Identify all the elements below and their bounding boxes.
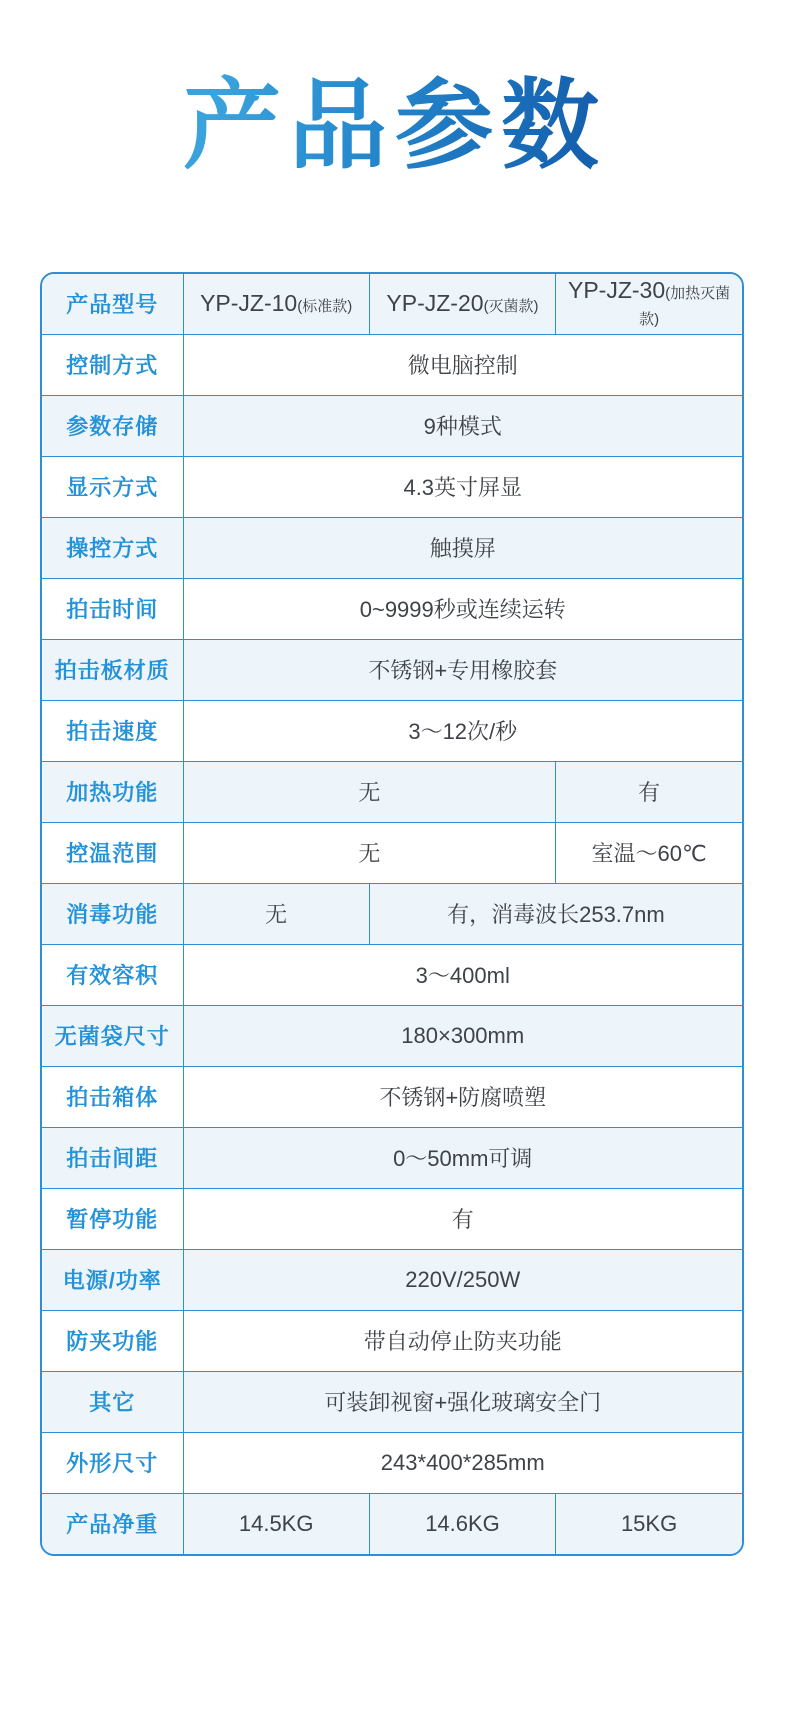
row-value: 4.3英寸屏显 xyxy=(183,456,742,517)
row-label: 外形尺寸 xyxy=(42,1432,183,1493)
table-row xyxy=(42,700,742,761)
spec-table-container xyxy=(40,272,744,1556)
row-value: 不锈钢+防腐喷塑 xyxy=(183,1066,742,1127)
row-label: 有效容积 xyxy=(42,944,183,1005)
row-value: 3～12次/秒 xyxy=(183,700,742,761)
row-value: 3～400ml xyxy=(183,944,742,1005)
row-label: 电源/功率 xyxy=(42,1249,183,1310)
table-row xyxy=(42,883,742,944)
row-value: 带自动停止防夹功能 xyxy=(183,1310,742,1371)
row-value: 0～50mm可调 xyxy=(183,1127,742,1188)
row-label: 拍击时间 xyxy=(42,578,183,639)
model-note: (标准款) xyxy=(297,298,353,316)
row-value: 无 xyxy=(183,761,556,822)
row-label: 拍击箱体 xyxy=(42,1066,183,1127)
table-row xyxy=(42,1249,742,1310)
row-label: 拍击间距 xyxy=(42,1127,183,1188)
table-row-model xyxy=(42,274,742,335)
model-cell xyxy=(183,274,369,335)
table-row xyxy=(42,1005,742,1066)
row-label: 产品型号 xyxy=(42,274,183,335)
row-value: 有 xyxy=(183,1188,742,1249)
row-value: 可装卸视窗+强化玻璃安全门 xyxy=(183,1371,742,1432)
row-label: 操控方式 xyxy=(42,517,183,578)
row-label: 消毒功能 xyxy=(42,883,183,944)
model-name: YP-JZ-30 xyxy=(568,277,666,304)
table-row xyxy=(42,639,742,700)
table-row xyxy=(42,1310,742,1371)
table-row xyxy=(42,761,742,822)
row-value: 14.6KG xyxy=(369,1493,555,1554)
table-row xyxy=(42,1188,742,1249)
model-note: (灭菌款) xyxy=(483,298,539,316)
model-note: (加热灭菌款) xyxy=(639,285,731,329)
table-row xyxy=(42,517,742,578)
table-row xyxy=(42,334,742,395)
row-value: 有 xyxy=(556,761,742,822)
row-label: 显示方式 xyxy=(42,456,183,517)
row-value: 无 xyxy=(183,883,369,944)
model-cell xyxy=(556,274,742,335)
table-row xyxy=(42,1066,742,1127)
row-label: 控温范围 xyxy=(42,822,183,883)
page-title: 产品参数 xyxy=(182,68,607,183)
row-value: 220V/250W xyxy=(183,1249,742,1310)
row-label: 拍击板材质 xyxy=(42,639,183,700)
row-label: 参数存储 xyxy=(42,395,183,456)
row-value: 有，消毒波长253.7nm xyxy=(369,883,742,944)
model-name: YP-JZ-20 xyxy=(386,290,484,317)
row-value: 243*400*285mm xyxy=(183,1432,742,1493)
table-row xyxy=(42,944,742,1005)
row-value: 0~9999秒或连续运转 xyxy=(183,578,742,639)
row-value: 室温～60℃ xyxy=(556,822,742,883)
row-value: 15KG xyxy=(556,1493,742,1554)
row-label: 暂停功能 xyxy=(42,1188,183,1249)
row-value: 触摸屏 xyxy=(183,517,742,578)
table-row xyxy=(42,456,742,517)
page-header xyxy=(0,0,790,183)
row-value: 不锈钢+专用橡胶套 xyxy=(183,639,742,700)
table-row xyxy=(42,822,742,883)
model-name: YP-JZ-10 xyxy=(200,290,298,317)
row-label: 其它 xyxy=(42,1371,183,1432)
row-value: 14.5KG xyxy=(183,1493,369,1554)
row-label: 拍击速度 xyxy=(42,700,183,761)
row-value: 180×300mm xyxy=(183,1005,742,1066)
row-label: 控制方式 xyxy=(42,334,183,395)
row-value: 9种模式 xyxy=(183,395,742,456)
row-label: 防夹功能 xyxy=(42,1310,183,1371)
table-row xyxy=(42,1432,742,1493)
spec-table xyxy=(42,274,742,1554)
table-row xyxy=(42,1127,742,1188)
table-row xyxy=(42,1371,742,1432)
row-label: 加热功能 xyxy=(42,761,183,822)
table-row xyxy=(42,578,742,639)
row-value: 微电脑控制 xyxy=(183,334,742,395)
row-value: 无 xyxy=(183,822,556,883)
model-cell xyxy=(369,274,555,335)
row-label: 产品净重 xyxy=(42,1493,183,1554)
table-row xyxy=(42,395,742,456)
row-label: 无菌袋尺寸 xyxy=(42,1005,183,1066)
table-row-weight xyxy=(42,1493,742,1554)
